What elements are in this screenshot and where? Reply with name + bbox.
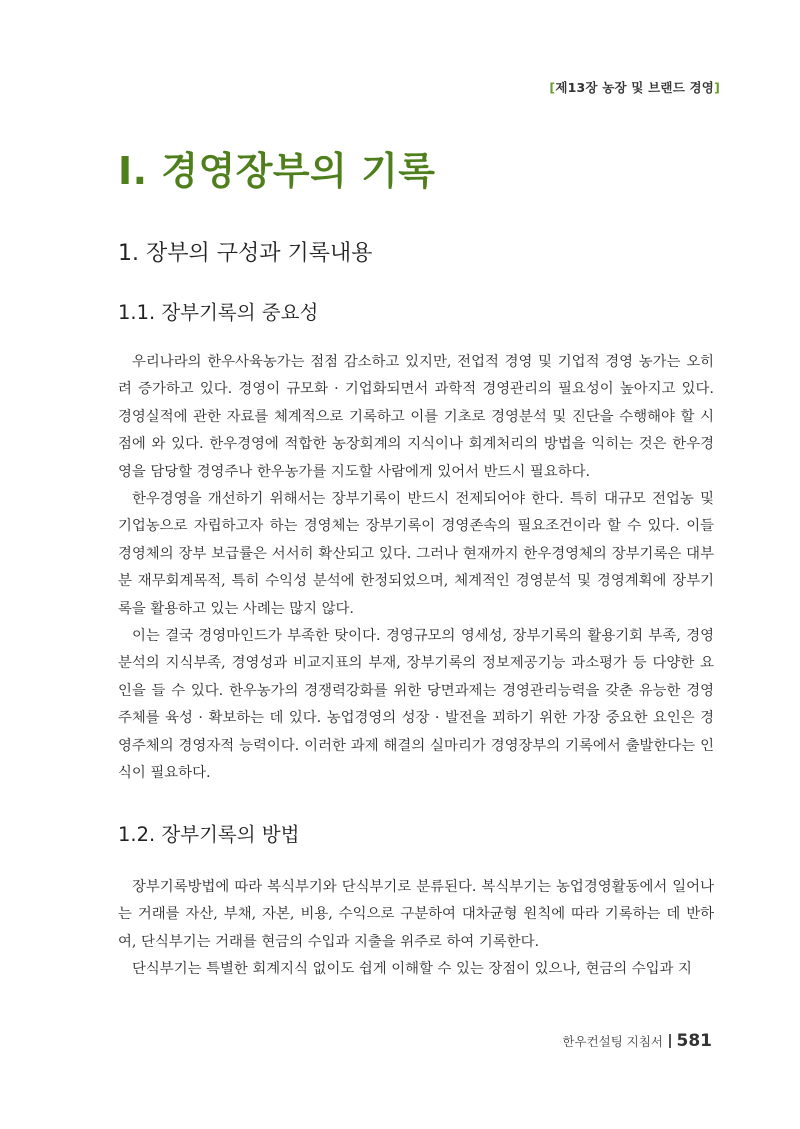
section-title: 1. 장부의 구성과 기록내용 [118, 241, 373, 266]
subsection-title-importance: 1.1. 장부기록의 중요성 [118, 301, 319, 324]
header-bracket-open: [ [549, 80, 556, 95]
running-header [549, 78, 720, 96]
body-paragraph: 한우경영을 개선하기 위해서는 장부기록이 반드시 전제되어야 한다. 특히 대규모 전업농 및 기업농으로 자립하고자 하는 경영체는 장부기록이 경영존속의 필요조건이라 할 수 있다. 이들 경영체의 장부 보급률은 서서히 확산되고 있다. 그러나 현재까지 한우경영체의 장부기록은 대부분 재무회계목적, 특히 수익성 분석에 한정되었으며, 체계적인 경영분석 및 경영계획에 장부기록을 활용하고 있는 사례는 많지 않다. [118, 491, 714, 617]
body-paragraph: 우리나라의 한우사육농가는 점점 감소하고 있지만, 전업적 경영 및 기업적 경영 농가는 오히려 증가하고 있다. 경영이 규모화 · 기업화되면서 과학적 경영관리의 필요성이 높아지고 있다. 경영실적에 관한 자료를 체계적으로 기록하고 이를 기초로 경영분석 및 진단을 수행해야 할 시점에 와 있다. 한우경영에 적합한 농장회계의 지식이나 회계처리의 방법을 익히는 것은 한우경영을 담당할 경영주나 한우농가를 지도할 사람에게 있어서 반드시 필요하다. [118, 354, 714, 480]
chapter-title: Ⅰ. 경영장부의 기록 [118, 149, 436, 193]
page-number: 581 [676, 1031, 712, 1051]
page-footer [562, 1031, 712, 1051]
subsection-title-method: 1.2. 장부기록의 방법 [118, 823, 300, 846]
header-chapter-label: 제13장 농장 및 브랜드 경영 [555, 80, 715, 95]
body-paragraph: 단식부기는 특별한 회계지식 없이도 쉽게 이해할 수 있는 장점이 있으나, 현금의 수입과 지 [132, 961, 692, 978]
footer-separator [669, 1034, 671, 1048]
subsection-body-method [118, 874, 714, 984]
body-paragraph: 이는 결국 경영마인드가 부족한 탓이다. 경영규모의 영세성, 장부기록의 활용기회 부족, 경영분석의 지식부족, 경영성과 비교지표의 부재, 장부기록의 정보제공기능 과소평가 등 다양한 요인을 들 수 있다. 한우농가의 경쟁력강화를 위한 당면과제는 경영관리능력을 갖춘 유능한 경영주체를 육성 · 확보하는 데 있다. 농업경영의 성장 · 발전을 꾀하기 위한 가장 중요한 요인은 경영주체의 경영자적 능력이다. 이러한 과제 해결의 실마리가 경영장부의 기록에서 출발한다는 인식이 필요하다. [118, 628, 714, 782]
header-bracket-close: ] [714, 80, 720, 95]
footer-book-name: 한우컨설팅 지침서 [562, 1034, 663, 1049]
body-paragraph: 장부기록방법에 따라 복식부기와 단식부기로 분류된다. 복식부기는 농업경영활동에서 일어나는 거래를 자산, 부채, 자본, 비용, 수익으로 구분하여 대차균형 원칙에 따라 기록하는 데 반하여, 단식부기는 거래를 현금의 수입과 지출을 위주로 하여 기록한다. [118, 879, 714, 950]
subsection-body-importance [118, 349, 714, 788]
